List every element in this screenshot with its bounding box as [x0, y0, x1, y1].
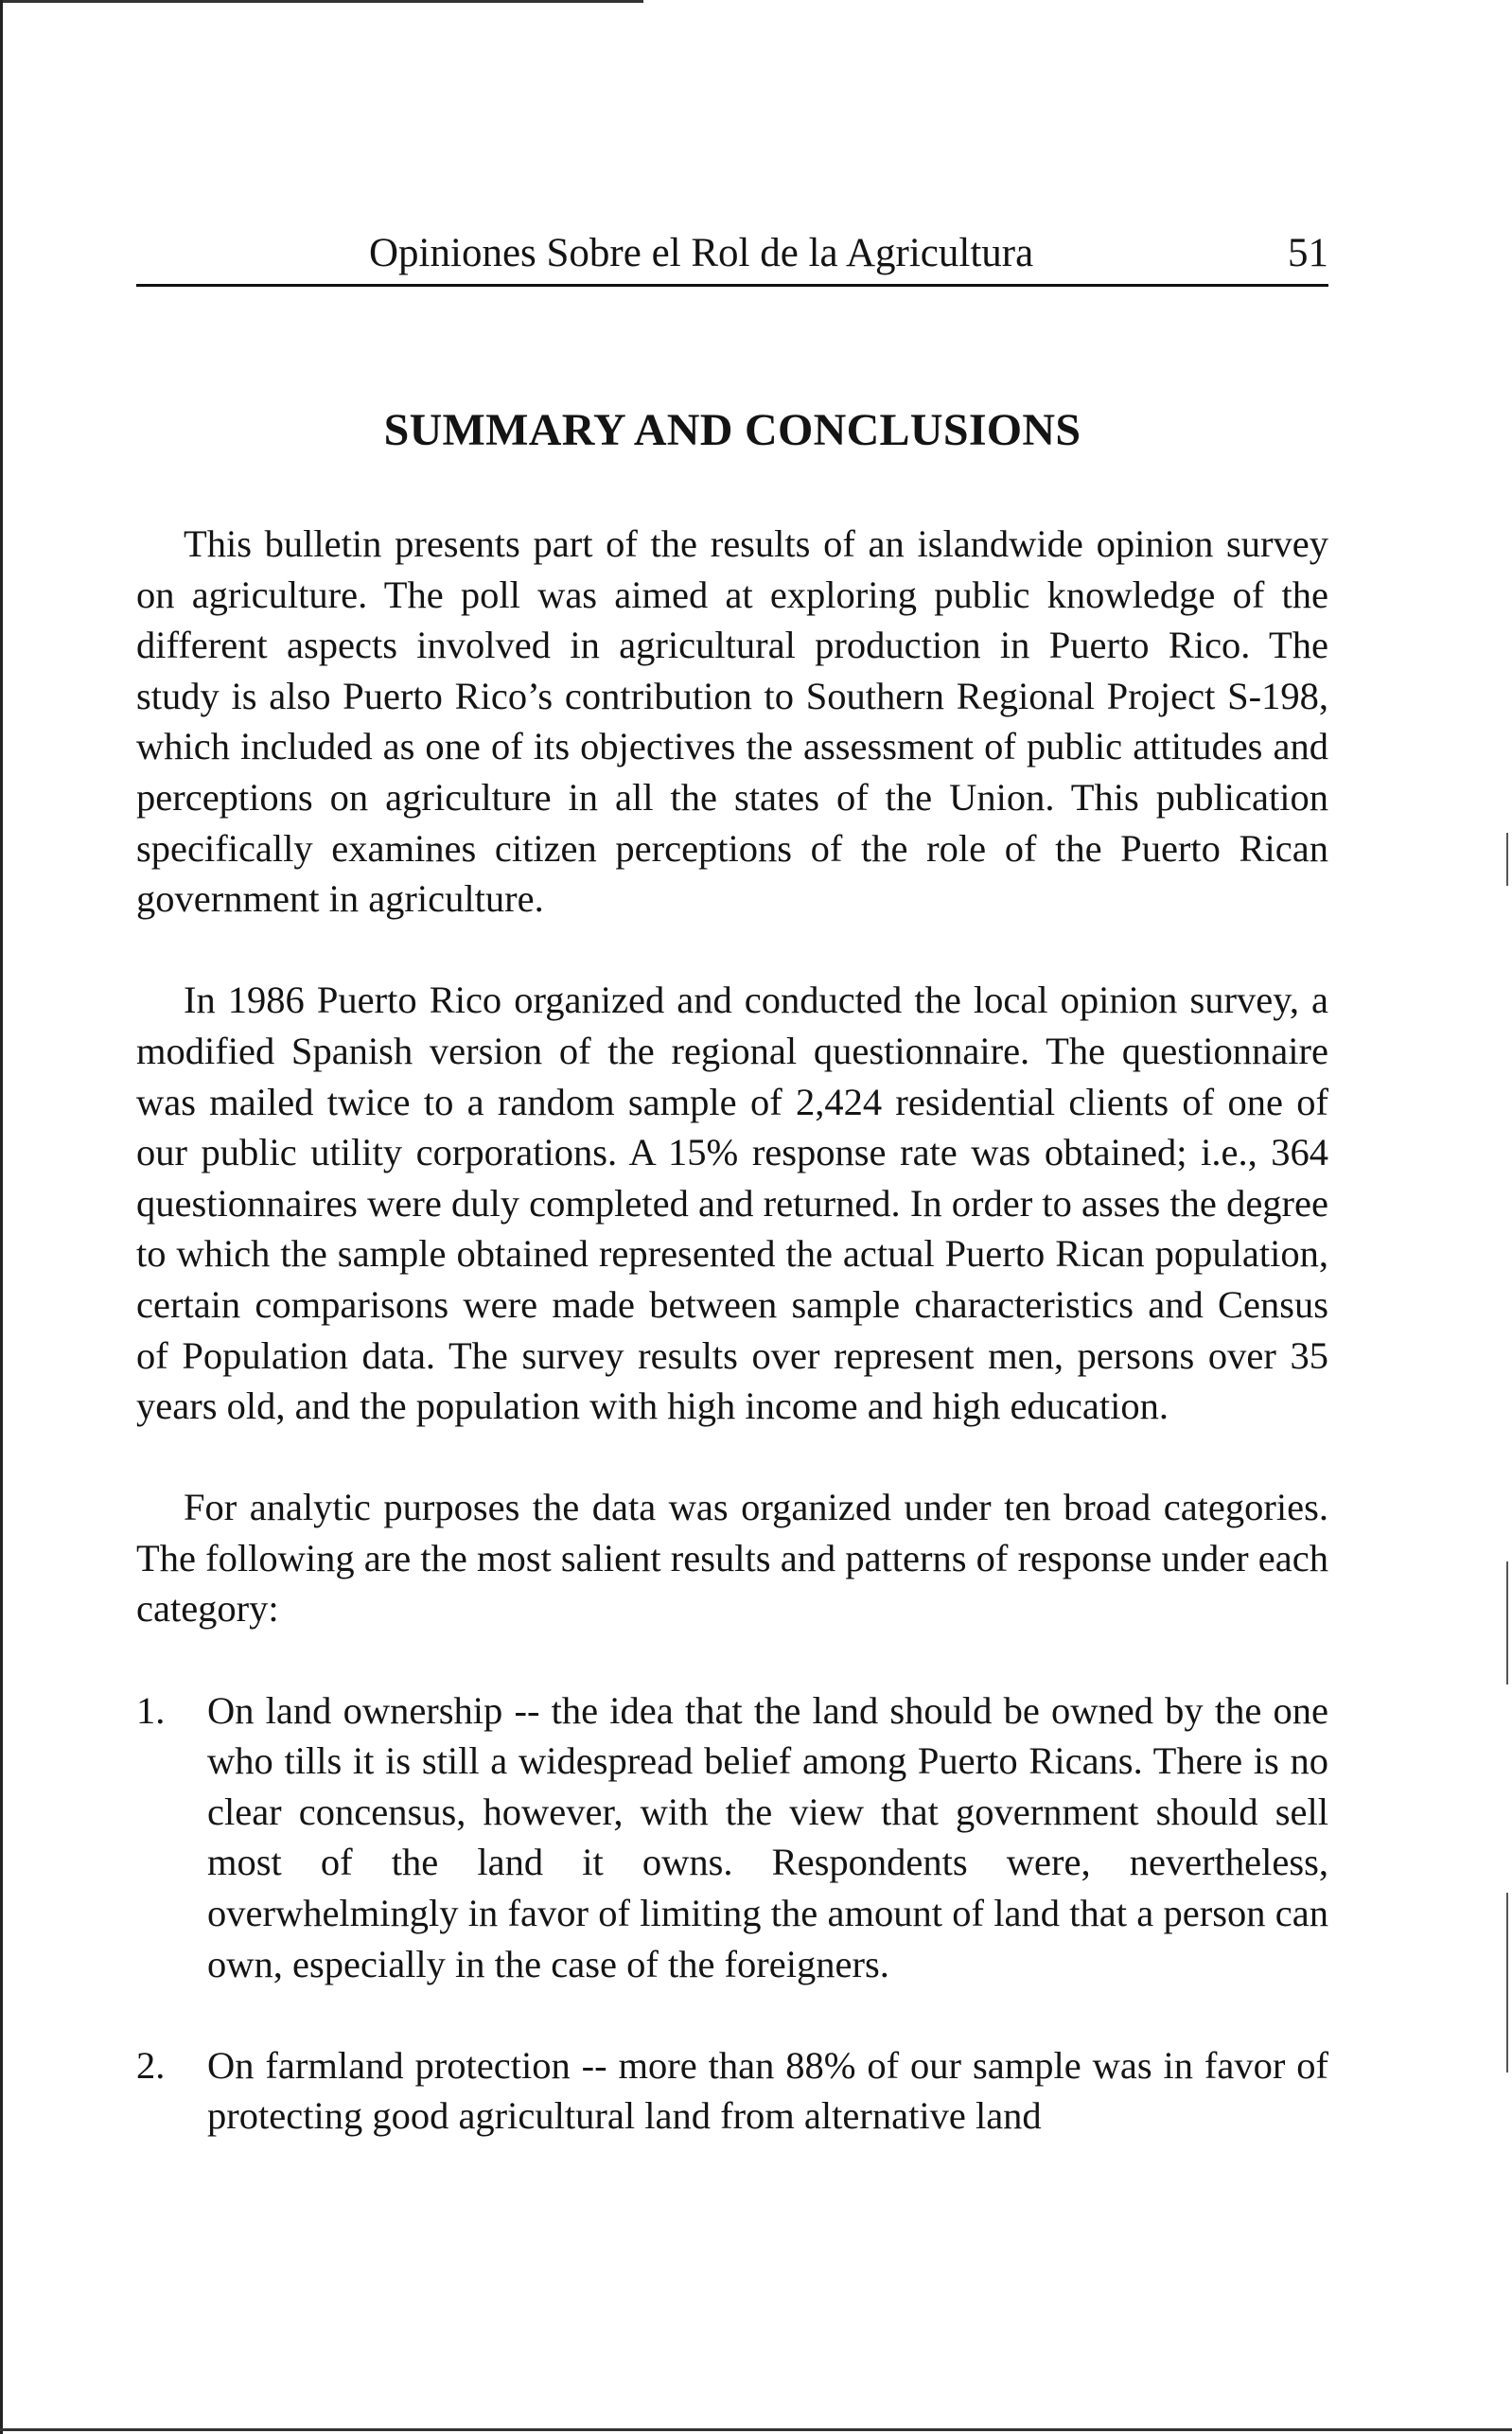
list-item	[136, 1685, 1328, 1990]
page-number: 51	[1288, 231, 1328, 275]
scan-mark	[1506, 833, 1508, 886]
list-item	[136, 2040, 1328, 2142]
section-title: SUMMARY AND CONCLUSIONS	[383, 405, 1081, 455]
running-header	[136, 223, 1328, 287]
paragraph-intro: This bulletin presents part of the results of an islandwide opinion survey on agriculture. The poll was aimed at exploring public knowledge of the different aspects involved in agricultural production in Puerto Rico. The study is also Puerto Rico’s contribution to Southern Regional Project S-198, which included as one of its objectives the assessment of public attitudes and perceptions on agriculture in all the states of the Union. This publication specifically examines citizen perceptions of the role of the Puerto Rican government in agriculture.	[136, 522, 1328, 921]
body-text	[136, 519, 1328, 2193]
scan-edge-top	[0, 0, 643, 3]
paragraph-categories: For analytic purposes the data was organized under ten broad categories. The following are the most salient results and patterns of response under each category:	[136, 1486, 1328, 1631]
paragraph-methodology: In 1986 Puerto Rico organized and conducted the local opinion survey, a modified Spanish version of the regional questionnaire. The questionnaire was mailed twice to a random sample of 2,424 residential clients of one of our public utility corporations. A 15% response rate was obtained; i.e., 364 questionnaires were duly completed and returned. In order to asses the degree to which the sample obtained represented the actual Puerto Rican population, certain comparisons were made between sample characteristics and Census of Population data. The survey results over represent men, persons over 35 years old, and the population with high income and high education.	[136, 979, 1328, 1428]
scan-edge-left	[0, 0, 3, 2434]
running-title: Opiniones Sobre el Rol de la Agricultura	[369, 231, 1034, 275]
list-item-text: On farmland protection -- more than 88% of our sample was in favor of protecting good agricultural land from alternative land	[207, 2043, 1328, 2138]
scan-mark	[1506, 1893, 1508, 2072]
scan-edge-bottom	[0, 2428, 1512, 2431]
list-item-number: 1.	[136, 1688, 166, 1732]
list-item-number: 2.	[136, 2043, 166, 2087]
scan-mark	[1506, 1561, 1508, 1684]
list-item-text: On land ownership -- the idea that the land should be owned by the one who tills it is still a widespread belief among Puerto Ricans. There is no clear concensus, however, with the view that government should sell most of the land it owns. Respondents were, nevertheless, overwhelmingly in favor of limiting the amount of land that a person can own, especially in the case of the foreigners.	[207, 1688, 1328, 1985]
